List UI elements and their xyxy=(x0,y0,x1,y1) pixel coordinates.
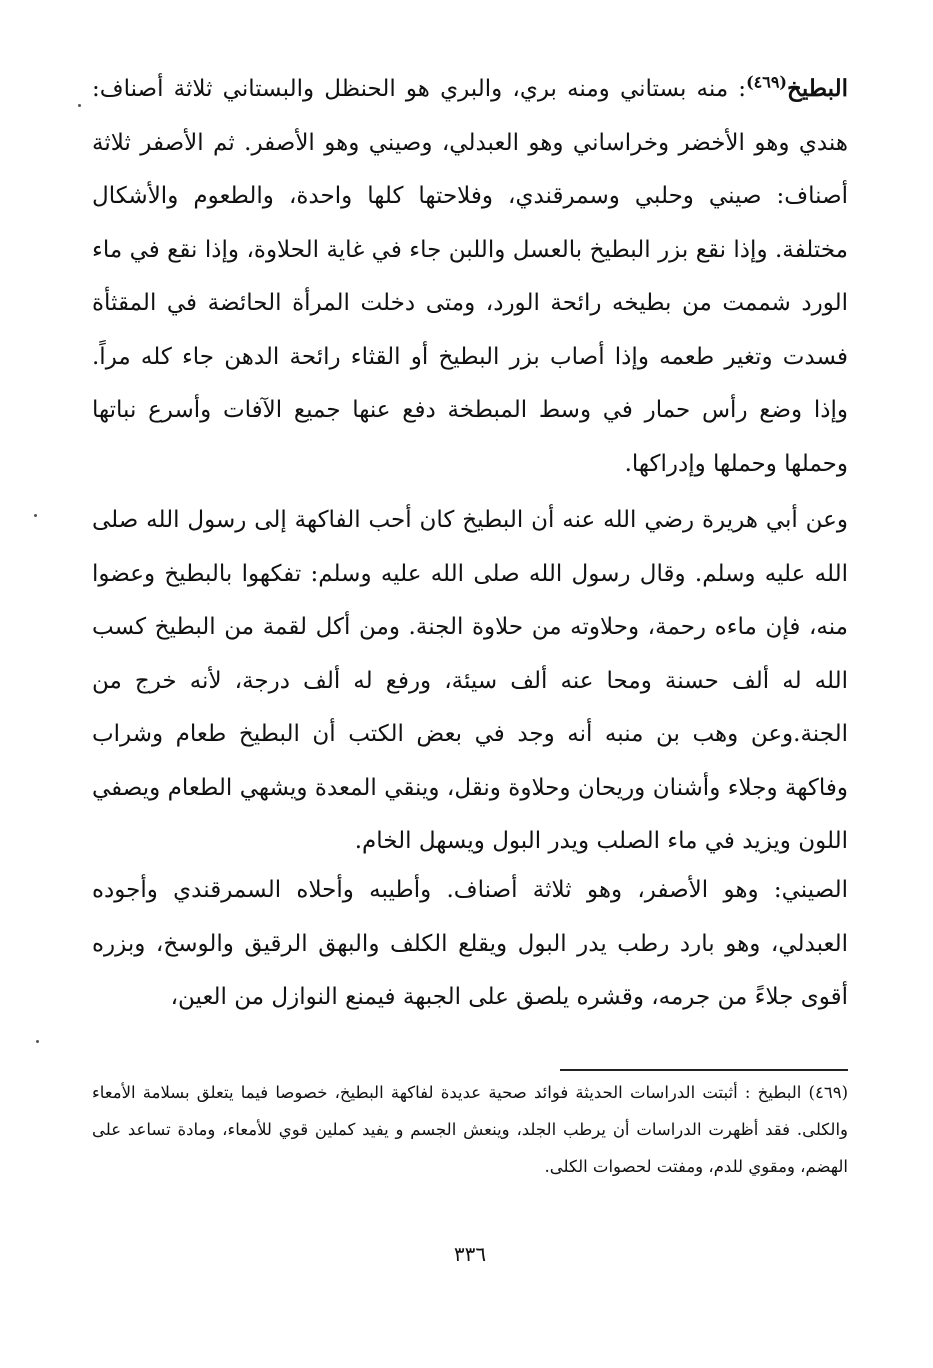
scan-speck xyxy=(36,1040,39,1043)
page-number: ٣٣٦ xyxy=(453,1242,487,1266)
book-page xyxy=(92,62,848,1352)
footnote-text: (٤٦٩) البطيخ : أثبتت الدراسات الحديثة فوائد صحية عديدة لفاكهة البطيخ، خصوصا فيما يتعلق بسلامة الأمعاء والكلى. فقد أظهرت الدراسات أن يرطب الجلد، وينعش الجسم و يفيد كملين قوي للأمعاء، ومادة تساعد على الهضم، ومقوي للدم، ومفتت لحصوات الكلى. xyxy=(92,1083,848,1176)
scan-speck xyxy=(78,104,81,107)
paragraph-hadith xyxy=(92,494,848,869)
paragraph-watermelon-intro xyxy=(92,62,848,491)
footnote-reference[interactable]: (٤٦٩) xyxy=(746,72,787,92)
paragraph-chinese-variety xyxy=(92,864,848,1025)
footnote-separator xyxy=(560,1069,848,1071)
scan-speck xyxy=(34,514,37,517)
footnote xyxy=(92,1074,848,1185)
paragraph-text: الصيني: وهو الأصفر، وهو ثلاثة أصناف. وأطيبه وأحلاه السمرقندي وأجوده العبدلي، وهو بارد رطب يدر البول ويقلع الكلف والبهق الرقيق والوسخ، وبزره أقوى جلاءً من جرمه، وقشره يلصق على الجبهة فيمنع النوازل من العين، xyxy=(92,877,848,1010)
paragraph-text: : منه بستاني ومنه بري، والبري هو الحنظل والبستاني ثلاثة أصناف: هندي وهو الأخضر وخراساني وهو العبدلي، وصيني وهو الأصفر. ثم الأصفر ثلاثة أصناف: صيني وحلبي وسمرقندي، وفلاحتها كلها واحدة، والطعوم والأشكال مختلفة. وإذا نقع بزر البطيخ بالعسل واللبن جاء في غاية الحلاوة، وإذا نقع في ماء الورد شممت من بطيخه رائحة الورد، ومتى دخلت المرأة الحائضة في المقثأة فسدت وتغير طعمه وإذا أصاب بزر البطيخ أو القثاء رائحة الدهن جاء كله مراً. وإذا وضع رأس حمار في وسط المبطخة دفع عنها جميع الآفات وأسرع نباتها وحملها وحملها وإدراكها. xyxy=(92,76,848,477)
entry-heading: البطيخ xyxy=(787,75,848,102)
paragraph-text: وعن أبي هريرة رضي الله عنه أن البطيخ كان أحب الفاكهة إلى رسول الله صلى الله عليه وسلم. وقال رسول الله صلى الله عليه وسلم: تفكهوا بالبطيخ وعضوا منه، فإن ماءه رحمة، وحلاوته من حلاوة الجنة. ومن أكل لقمة من البطيخ كسب الله له ألف حسنة ومحا عنه ألف سيئة، ورفع له ألف درجة، لأنه خرج من الجنة.وعن وهب بن منبه أنه وجد في بعض الكتب أن البطيخ طعام وشراب وفاكهة وجلاء وأشنان وريحان وحلاوة ونقل، وينقي المعدة ويشهي الطعام ويصفي اللون ويزيد في ماء الصلب ويدر البول ويسهل الخام. xyxy=(92,507,848,854)
